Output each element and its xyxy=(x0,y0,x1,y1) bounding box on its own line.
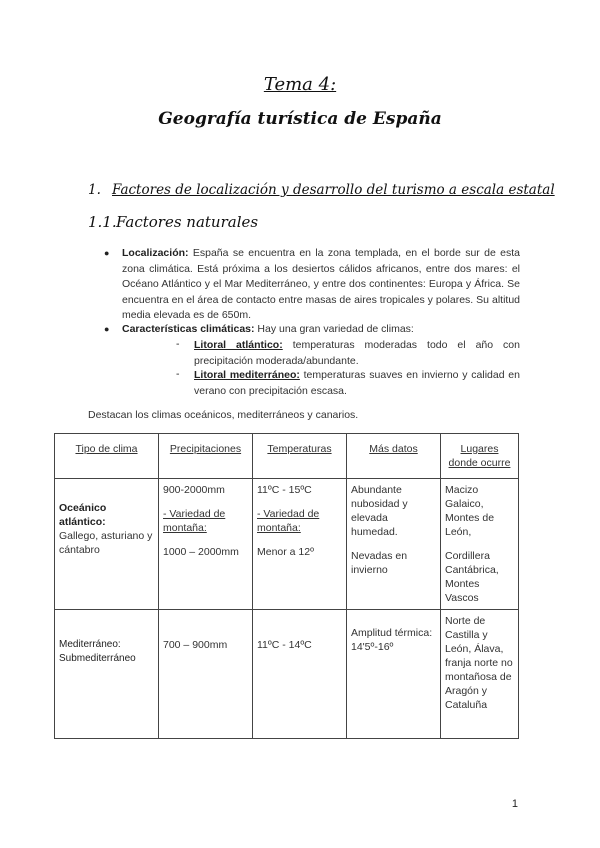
column-header: Lugares donde ocurre xyxy=(441,434,519,479)
column-header: Temperaturas xyxy=(253,434,347,479)
climate-type-name: Mediterráneo: Submediterráneo xyxy=(59,639,136,664)
table-cell xyxy=(159,479,253,610)
bullet-dot-icon: ● xyxy=(104,248,110,258)
cell-text: Amplitud térmica: 14'5º-16º xyxy=(351,627,433,653)
table-cell xyxy=(441,479,519,610)
section-heading-1 xyxy=(88,182,558,198)
bullet-text: Hay una gran variedad de climas: xyxy=(257,323,414,335)
cell-text: - Variedad de montaña: xyxy=(257,508,320,534)
cell-text: 11ºC - 15ºC xyxy=(257,484,312,496)
cell-text: Nevadas en invierno xyxy=(351,550,408,576)
cell-text: 900-2000mm xyxy=(163,484,225,496)
table-cell xyxy=(55,610,159,739)
sub-item-label: Litoral mediterráneo: xyxy=(194,369,300,381)
page-title: Geografía turística de España xyxy=(158,109,442,129)
table-row xyxy=(55,479,519,610)
column-header: Tipo de clima xyxy=(55,434,159,479)
bullet-label: Localización: xyxy=(122,247,189,259)
table-header-row xyxy=(55,434,519,479)
dash-icon: - xyxy=(176,338,180,350)
sub-item-atlantico xyxy=(194,338,520,369)
table-cell xyxy=(253,610,347,739)
chapter-label: Tema 4: xyxy=(263,74,337,95)
subsection-number: 1.1. xyxy=(88,213,117,231)
cell-text: - Variedad de montaña: xyxy=(163,508,226,534)
sub-item-text: temperaturas suaves en invierno y calidad en verano con precipitación escasa. xyxy=(194,369,520,397)
page-number: 1 xyxy=(511,798,518,810)
bullet-text: España se encuentra en la zona templada, en el borde sur de esta zona climática. Está próxima a los desiertos cálidos africanos, entre dos mares: el Océano Atlántico y el Mar Mediterráneo, y entre dos continentes: Europa y África. Se encuentra en el área de contacto entre masas de aires tropicales y polares. Su altitud media elevada es de 650m. xyxy=(122,247,520,322)
section-number: 1. xyxy=(88,182,101,198)
climate-type-name: Oceánico atlántico: xyxy=(59,502,107,528)
sub-item-text: temperaturas moderadas todo el año con precipitación moderada/abundante. xyxy=(194,339,520,367)
sub-item-label: Litoral atlántico: xyxy=(194,339,283,351)
subsection-title: Factores naturales xyxy=(116,213,259,231)
table-cell xyxy=(441,610,519,739)
intro-sentence: Destacan los climas oceánicos, mediterráneos y canarios. xyxy=(88,409,359,421)
cell-text: 1000 – 2000mm xyxy=(163,546,239,558)
column-header: Más datos xyxy=(347,434,441,479)
climate-type-detail: Gallego, asturiano y cántabro xyxy=(59,530,153,556)
section-title: Factores de localización y desarrollo del turismo a escala estatal xyxy=(112,182,555,198)
bullet-localizacion xyxy=(122,246,520,324)
climate-table xyxy=(54,433,519,739)
bullet-dot-icon: ● xyxy=(104,324,110,334)
sub-item-mediterraneo xyxy=(194,368,520,399)
table-cell xyxy=(55,479,159,610)
table-cell xyxy=(253,479,347,610)
dash-icon: - xyxy=(176,368,180,380)
cell-text: Abundante nubosidad y elevada humedad. xyxy=(351,484,408,538)
table-row xyxy=(55,610,519,739)
bullet-label: Características climáticas: xyxy=(122,323,255,335)
table-cell xyxy=(347,479,441,610)
cell-text: Menor a 12º xyxy=(257,546,314,558)
cell-text: Norte de Castilla y León, Álava, franja norte no montañosa de Aragón y Cataluña xyxy=(445,615,513,711)
cell-text: Cordillera Cantábrica, Montes Vascos xyxy=(445,550,499,604)
bullet-climaticas xyxy=(122,322,520,338)
cell-text: 11ºC - 14ºC xyxy=(257,639,312,651)
table-cell xyxy=(347,610,441,739)
table-cell xyxy=(159,610,253,739)
cell-text: Macizo Galaico, Montes de León, xyxy=(445,484,495,538)
cell-text: 700 – 900mm xyxy=(163,639,228,651)
section-heading-1-1 xyxy=(88,213,258,231)
column-header: Precipitaciones xyxy=(159,434,253,479)
